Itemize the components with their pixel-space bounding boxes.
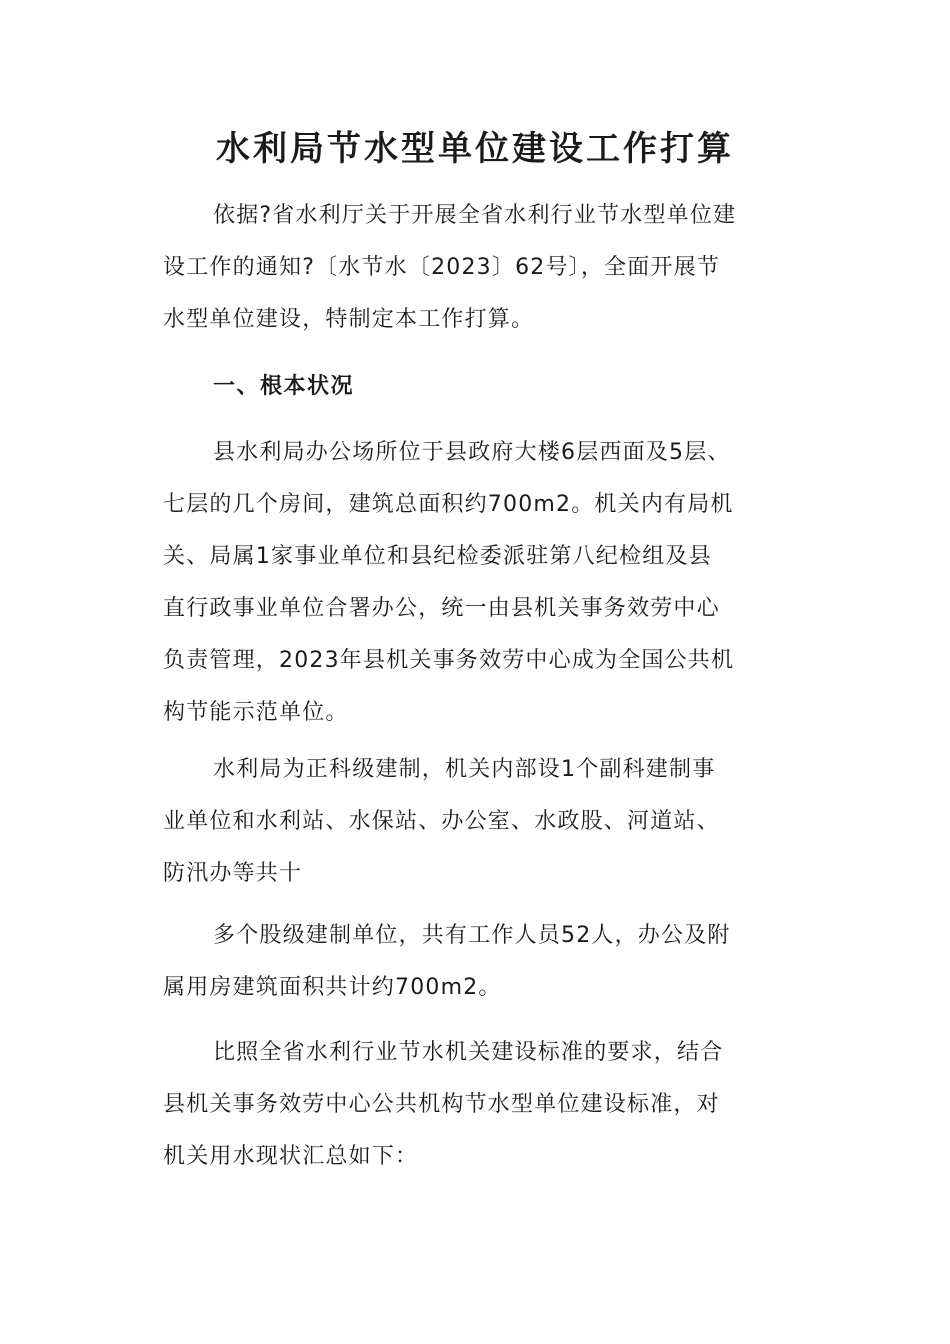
intro-paragraph [163,190,788,346]
body-paragraph [163,1027,788,1183]
section-heading: 一、根本状况 [213,374,355,399]
paragraph-line: 机关用水现状汇总如下： [163,1144,419,1169]
paragraph-line: 依据?省水利厅关于开展全省水利行业节水型单位建 [213,203,737,228]
paragraph-line: 负责管理，2023年县机关事务效劳中心成为全国公共机 [163,648,735,673]
body-paragraph [163,910,788,1014]
paragraph-line: 属用房建筑面积共计约700m2。 [163,975,502,1000]
body-paragraph [163,427,788,739]
paragraph-line: 多个股级建制单位，共有工作人员52人，办公及附 [213,923,731,948]
paragraph-line: 比照全省水利行业节水机关建设标准的要求，结合 [213,1040,724,1065]
paragraph-line: 防汛办等共十 [163,861,303,886]
paragraph-line: 七层的几个房间，建筑总面积约700m2。机关内有局机 [163,492,734,517]
paragraph-line: 水型单位建设，特制定本工作打算。 [163,307,535,332]
paragraph-line: 构节能示范单位。 [163,700,349,725]
paragraph-line: 直行政事业单位合署办公，统一由县机关事务效劳中心 [163,596,720,621]
paragraph-line: 水利局为正科级建制，机关内部设1个副科建制事 [213,757,716,782]
body-paragraph [163,744,788,900]
paragraph-line: 关、局属1家事业单位和县纪检委派驻第八纪检组及县 [163,544,712,569]
paragraph-line: 县机关事务效劳中心公共机构节水型单位建设标准，对 [163,1092,720,1117]
paragraph-line: 设工作的通知?〔水节水〔2023〕62号〕，全面开展节 [163,255,721,280]
paragraph-line: 业单位和水利站、水保站、办公室、水政股、河道站、 [163,809,720,834]
paragraph-line: 县水利局办公场所位于县政府大楼6层西面及5层、 [213,440,731,465]
document-title: 水利局节水型单位建设工作打算 [216,129,734,169]
